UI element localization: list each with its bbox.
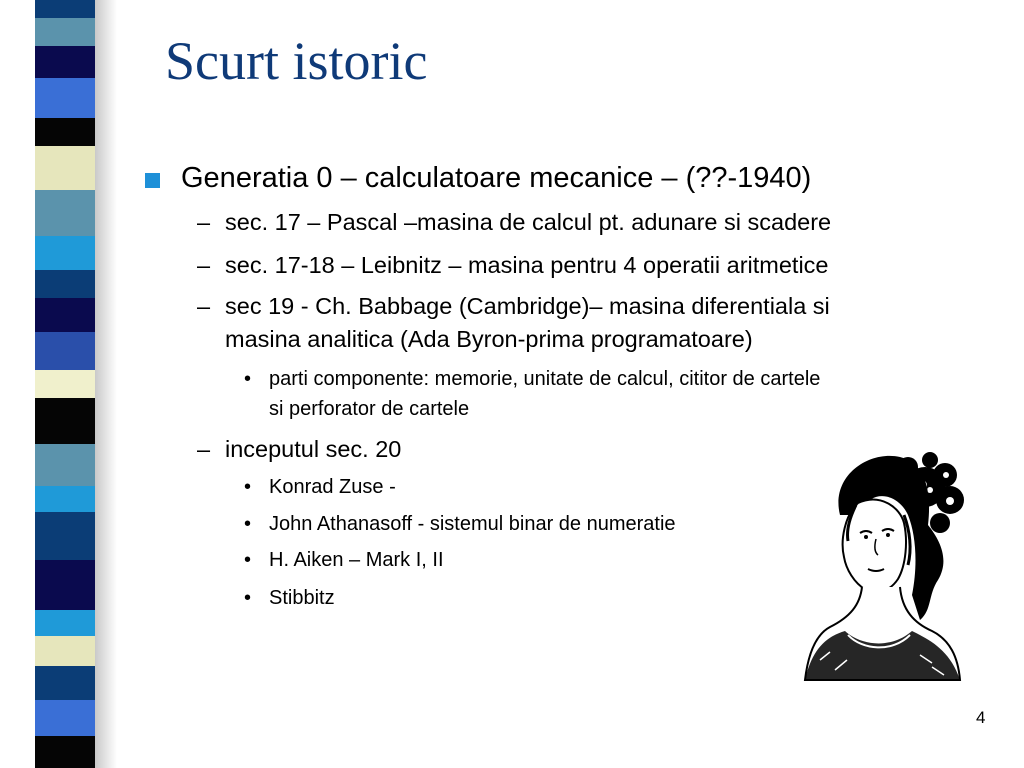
- list-item-text: parti componente: memorie, unitate de calcul, cititor de cartele: [269, 368, 821, 390]
- list-item-text: John Athanasoff - sistemul binar de numeratie: [269, 513, 676, 535]
- dot-marker: •: [244, 368, 252, 390]
- list-item-text: si perforator de cartele: [269, 398, 470, 420]
- stripe: [35, 18, 95, 46]
- dot-marker: •: [244, 549, 252, 571]
- stripe: [35, 270, 95, 298]
- stripe: [35, 512, 95, 560]
- list-item-text: H. Aiken – Mark I, II: [269, 549, 444, 571]
- stripe: [35, 146, 95, 190]
- stripe: [35, 0, 95, 18]
- stripe: [35, 298, 95, 332]
- stripe: [35, 666, 95, 700]
- stripe: [35, 118, 95, 146]
- list-item-text: sec. 17-18 – Leibnitz – masina pentru 4 operatii aritmetice: [225, 252, 829, 278]
- list-item-text: masina analitica (Ada Byron-prima programatoare): [225, 326, 753, 352]
- stripe: [35, 190, 95, 236]
- stripe: [35, 46, 95, 78]
- decorative-stripe-band: [35, 0, 95, 768]
- dash-marker: –: [197, 209, 211, 235]
- list-item-text: sec 19 - Ch. Babbage (Cambridge)– masina diferentiala si: [225, 293, 830, 319]
- stripe: [35, 700, 95, 736]
- stripe-shadow: [95, 0, 117, 768]
- stripe: [35, 560, 95, 610]
- ada-byron-portrait: [800, 445, 970, 685]
- stripe: [35, 610, 95, 636]
- stripe: [35, 636, 95, 666]
- square-bullet-icon: [145, 173, 160, 188]
- stripe: [35, 444, 95, 486]
- dash-marker: –: [197, 293, 211, 319]
- dash-marker: –: [197, 436, 211, 462]
- list-item-text: Stibbitz: [269, 587, 335, 609]
- slide-title: Scurt istoric: [165, 31, 428, 91]
- stripe: [35, 236, 95, 270]
- dot-marker: •: [244, 476, 252, 498]
- stripe: [35, 370, 95, 398]
- stripe: [35, 78, 95, 118]
- stripe: [35, 332, 95, 370]
- stripe: [35, 398, 95, 444]
- list-item-text: sec. 17 – Pascal –masina de calcul pt. adunare si scadere: [225, 209, 832, 235]
- list-item-text: Generatia 0 – calculatoare mecanice – (??-1940): [181, 162, 812, 194]
- list-item-text: Konrad Zuse -: [269, 476, 396, 498]
- dot-marker: •: [244, 587, 252, 609]
- stripe: [35, 486, 95, 512]
- dash-marker: –: [197, 252, 211, 278]
- stripe: [35, 736, 95, 768]
- dot-marker: •: [244, 513, 252, 535]
- list-item-text: inceputul sec. 20: [225, 436, 402, 462]
- slide-number: 4: [976, 708, 986, 727]
